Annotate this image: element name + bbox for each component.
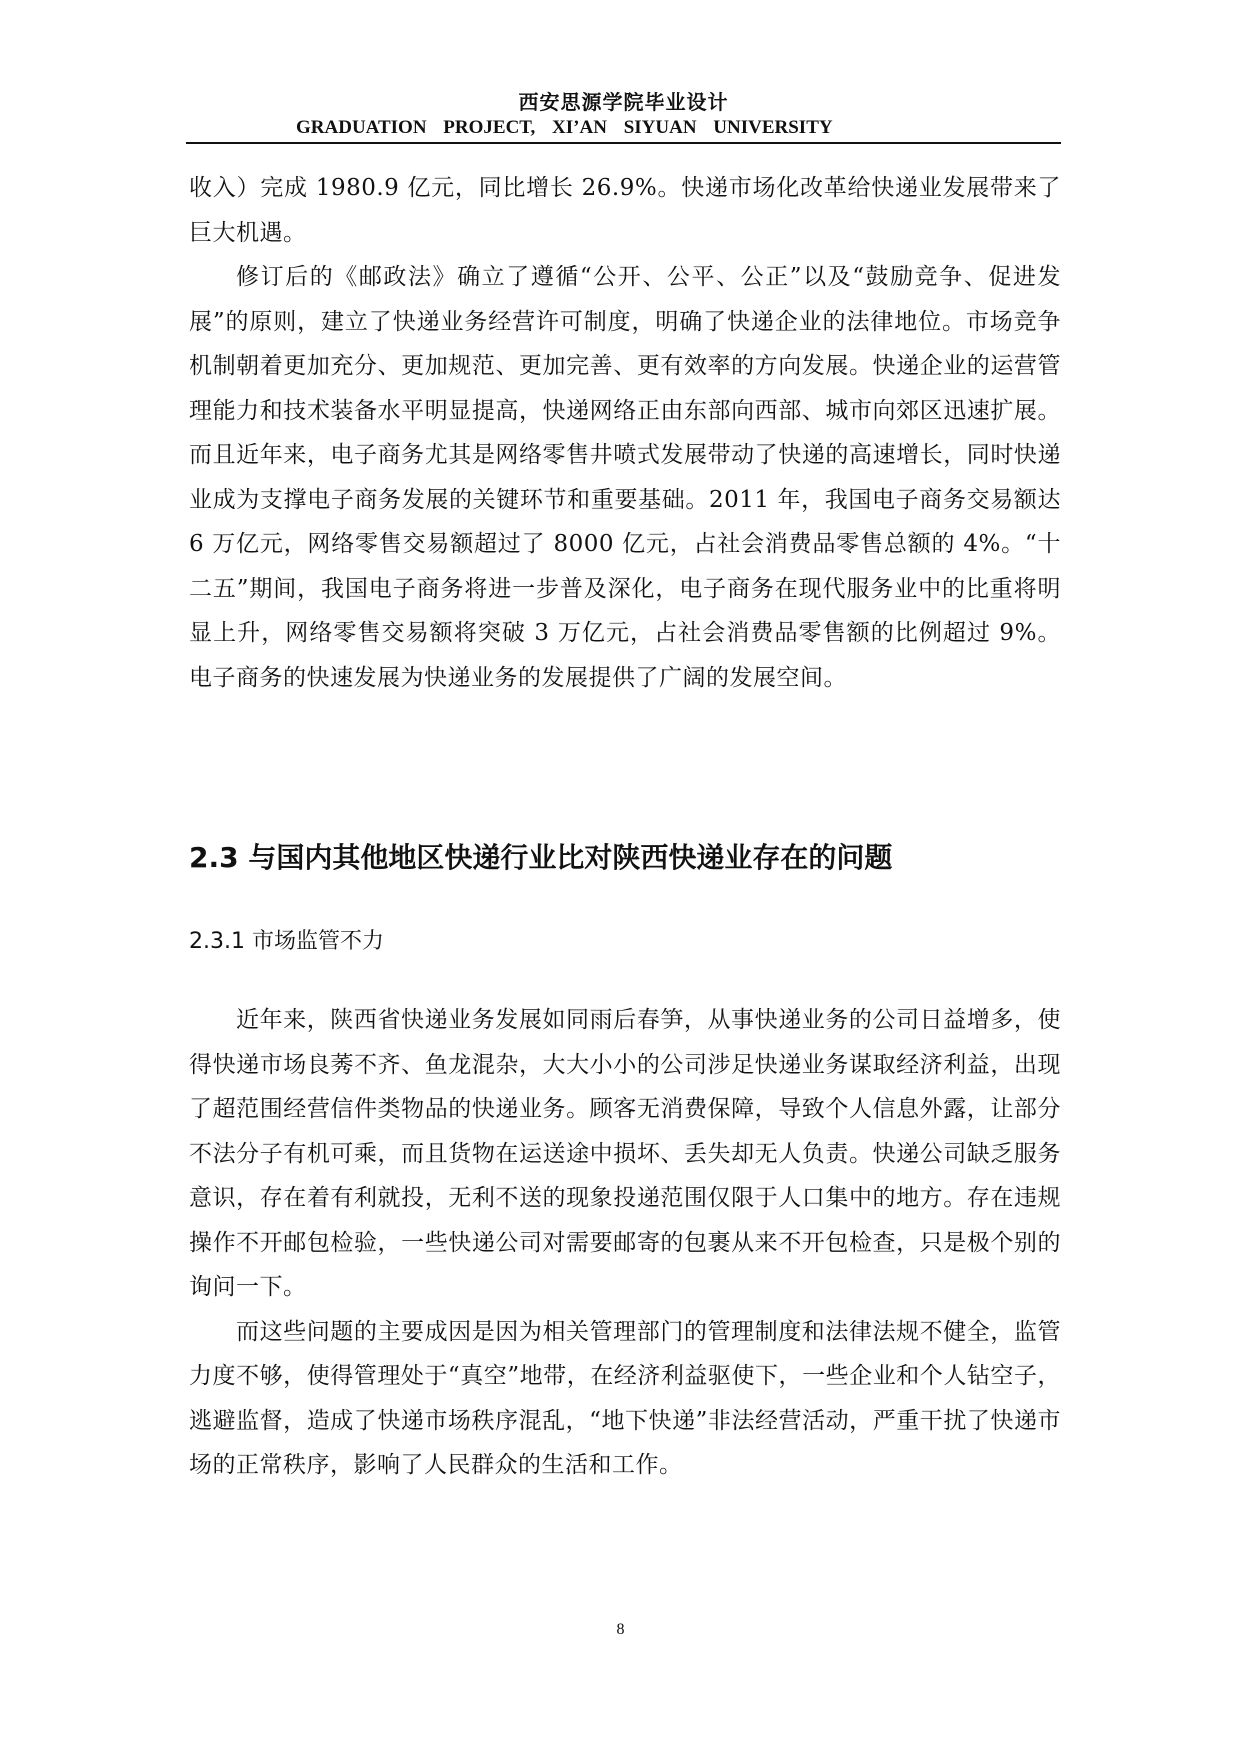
paragraph: 近年来，陕西省快递业务发展如同雨后春笋，从事快递业务的公司日益增多，使得快递市场良莠不齐、鱼龙混杂，大大小小的公司涉足快递业务谋取经济利益，出现了超范围经营信件类物品的快递业务。顾客无消费保障，导致个人信息外露，让部分不法分子有机可乘，而且货物在运送途中损坏、丢失却无人负责。快递公司缺乏服务意识，存在着有利就投，无利不送的现象投递范围仅限于人口集中的地方。存在违规操作不开邮包检验，一些快递公司对需要邮寄的包裹从来不开包检查，只是极个别的询问一下。 <box>189 1007 1061 1300</box>
page-header <box>186 88 1061 144</box>
paragraph: 收入）完成 1980.9 亿元，同比增长 26.9%。快递市场化改革给快递业发展带来了巨大机遇。 <box>189 175 1061 246</box>
header-title-en: GRADUATION PROJECT, XI’AN SIYUAN UNIVERSITY <box>296 117 833 138</box>
header-title-cn: 西安思源学院毕业设计 <box>518 90 729 114</box>
section-heading: 2.3 与国内其他地区快递行业比对陕西快递业存在的问题 <box>189 841 893 874</box>
body-text <box>189 166 1061 700</box>
page-number: 8 <box>616 1621 625 1638</box>
paragraph: 而这些问题的主要成因是因为相关管理部门的管理制度和法律法规不健全，监管力度不够，使得管理处于“真空”地带，在经济利益驱使下，一些企业和个人钻空子，逃避监督，造成了快递市场秩序混乱，“地下快递”非法经营活动，严重干扰了快递市场的正常秩序，影响了人民群众的生活和工作。 <box>189 1318 1061 1478</box>
section-body-text <box>189 998 1061 1488</box>
paragraph: 修订后的《邮政法》确立了遵循“公开、公平、公正”以及“鼓励竞争、促进发展”的原则，建立了快递业务经营许可制度，明确了快递企业的法律地位。市场竞争机制朝着更加充分、更加规范、更加完善、更有效率的方向发展。快递企业的运营管理能力和技术装备水平明显提高，快递网络正由东部向西部、城市向郊区迅速扩展。而且近年来，电子商务尤其是网络零售井喷式发展带动了快递的高速增长，同时快递业成为支撑电子商务发展的关键环节和重要基础。2011 年，我国电子商务交易额达 6 万亿元，网络零售交易额超过了 8000 亿元，占社会消费品零售总额的 4%。“十二五”期间，我国电子商务将进一步普及深化，电子商务在现代服务业中的比重将明显上升，网络零售交易额将突破 3 万亿元，占社会消费品零售额的比例超过 9%。电子商务的快速发展为快递业务的发展提供了广阔的发展空间。 <box>189 264 1061 691</box>
subsection-heading: 2.3.1 市场监管不力 <box>189 929 384 954</box>
